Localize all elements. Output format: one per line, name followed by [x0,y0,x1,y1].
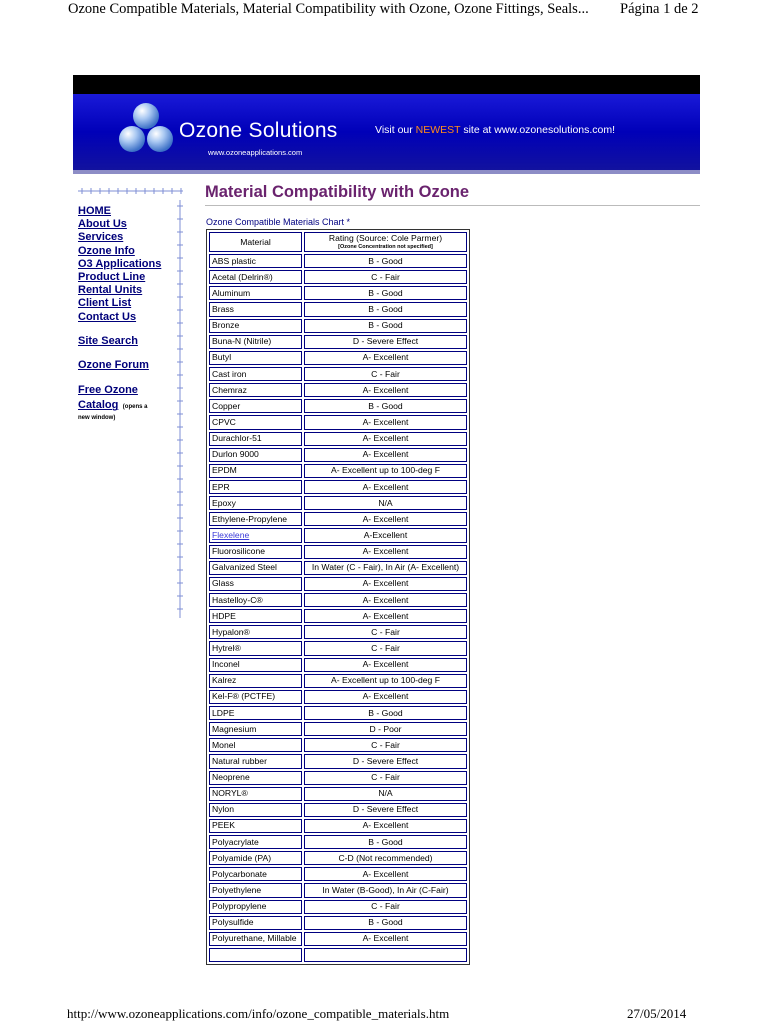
table-row [209,803,467,817]
catalog-note-line2: new window) [78,414,116,421]
material-cell: Polyacrylate [209,835,302,849]
table-row [209,835,467,849]
material-cell: EPDM [209,464,302,478]
rating-cell: B - Good [304,399,467,413]
flexelene-link[interactable]: Flexelene [212,529,250,540]
newest-label: NEWEST [415,124,461,136]
material-cell: Galvanized Steel [209,561,302,575]
material-cell: Hytrel® [209,641,302,655]
table-row [209,464,467,478]
rating-cell: A- Excellent [304,432,467,446]
table-row-partial [209,948,467,962]
visit-prefix: Visit our [375,124,416,136]
table-row [209,545,467,559]
materials-table [206,229,470,965]
table-row [209,722,467,736]
nav-rental-units[interactable]: Rental Units [78,284,143,297]
rating-cell: In Water (B-Good), In Air (C-Fair) [304,883,467,897]
rating-cell: C - Fair [304,625,467,639]
material-cell: Bronze [209,319,302,333]
rating-cell: A- Excellent [304,351,467,365]
material-cell: EPR [209,480,302,494]
material-cell: Aluminum [209,286,302,300]
rating-cell: B - Good [304,835,467,849]
table-row [209,254,467,268]
print-header [0,0,768,22]
table-row [209,286,467,300]
material-cell: PEEK [209,819,302,833]
bubbles-logo-icon [116,99,176,161]
table-row [209,512,467,526]
rating-cell: A- Excellent [304,819,467,833]
nav-ozone-forum[interactable]: Ozone Forum [78,359,149,372]
material-cell: Acetal (Delrin®) [209,270,302,284]
material-cell: Epoxy [209,496,302,510]
nav-ruler-decoration [78,186,183,196]
table-row [209,415,467,429]
rating-cell: B - Good [304,916,467,930]
table-row [209,399,467,413]
rating-cell: C - Fair [304,367,467,381]
table-row [209,674,467,688]
table-header-row [209,232,467,252]
table-row [209,302,467,316]
table-row [209,641,467,655]
table-row [209,771,467,785]
logo-url: www.ozoneapplications.com [208,148,303,157]
table-row [209,609,467,623]
rating-cell: A- Excellent [304,512,467,526]
material-cell: Butyl [209,351,302,365]
rating-cell: D - Severe Effect [304,754,467,768]
rating-cell: B - Good [304,254,467,268]
rating-cell: B - Good [304,319,467,333]
rating-cell: B - Good [304,706,467,720]
material-cell: Monel [209,738,302,752]
table-row [209,432,467,446]
rating-cell: A- Excellent [304,609,467,623]
materials-table-body [209,254,467,962]
print-header-page: Página 1 de 2 [620,1,699,17]
material-cell: ABS plastic [209,254,302,268]
table-row [209,561,467,575]
material-cell: Kel-F® (PCTFE) [209,690,302,704]
rating-cell: A- Excellent [304,545,467,559]
material-cell: Durlon 9000 [209,448,302,462]
banner-top-strip [73,75,700,94]
material-cell: LDPE [209,706,302,720]
rating-cell: C - Fair [304,900,467,914]
material-cell: Polypropylene [209,900,302,914]
table-row [209,577,467,591]
visit-site-link[interactable] [375,124,615,136]
material-cell: NORYL® [209,787,302,801]
table-row [209,819,467,833]
material-cell: CPVC [209,415,302,429]
material-cell: Polysulfide [209,916,302,930]
material-cell: Ethylene-Propylene [209,512,302,526]
table-row [209,448,467,462]
rating-cell: D - Severe Effect [304,803,467,817]
nav-product-line[interactable]: Product Line [78,271,146,284]
table-row [209,932,467,946]
rating-cell: N/A [304,787,467,801]
material-cell: Neoprene [209,771,302,785]
nav-o3-applications[interactable]: O3 Applications [78,257,162,270]
partial-cell [209,948,302,962]
material-cell: Glass [209,577,302,591]
material-cell: Natural rubber [209,754,302,768]
material-cell [209,528,302,542]
rating-cell: C-D (Not recommended) [304,851,467,865]
title-divider [205,205,700,206]
table-row [209,738,467,752]
rating-cell: N/A [304,496,467,510]
rating-cell: A- Excellent [304,867,467,881]
table-row [209,754,467,768]
material-cell: Polyethylene [209,883,302,897]
col-rating-header [304,232,467,252]
rating-cell: A- Excellent [304,415,467,429]
table-row [209,270,467,284]
logo-text: Ozone Solutions [179,119,338,142]
rating-cell: A- Excellent [304,448,467,462]
rating-cell: A- Excellent [304,658,467,672]
rating-cell: A- Excellent [304,932,467,946]
partial-cell [304,948,467,962]
rating-cell: In Water (C - Fair), In Air (A- Excellent) [304,561,467,575]
col-rating-title: Rating (Source: Cole Parmer) [328,233,443,243]
material-cell: Polycarbonate [209,867,302,881]
table-row [209,496,467,510]
material-cell: Brass [209,302,302,316]
material-cell: Hypalon® [209,625,302,639]
table-row [209,335,467,349]
table-row [209,883,467,897]
table-row [209,383,467,397]
rating-cell: A- Excellent [304,690,467,704]
nav-ozone-info[interactable]: Ozone Info [78,244,135,257]
left-nav [78,205,178,422]
table-row [209,690,467,704]
table-row [209,593,467,607]
rating-cell: A- Excellent [304,383,467,397]
nav-home[interactable]: HOME [78,205,111,217]
banner-bottom-strip [73,170,700,174]
chart-caption: Ozone Compatible Materials Chart * [206,217,351,227]
rating-cell: B - Good [304,302,467,316]
visit-suffix: site at www.ozonesolutions.com! [460,124,616,136]
nav-site-search[interactable]: Site Search [78,334,138,347]
table-row [209,528,467,542]
table-row [209,867,467,881]
material-cell: Kalrez [209,674,302,688]
rating-cell: C - Fair [304,270,467,284]
rating-cell: A-Excellent [304,528,467,542]
page-title: Material Compatibility with Ozone [205,183,470,201]
table-row [209,916,467,930]
catalog-note-line1: (opens a [122,404,148,411]
table-row [209,319,467,333]
table-row [209,367,467,381]
col-rating-note: [Ozone Concentration not specified] [338,244,433,250]
nav-free-catalog-line1[interactable]: Free Ozone [78,384,138,397]
rating-cell: A- Excellent [304,577,467,591]
print-footer-date: 27/05/2014 [627,1006,687,1021]
material-cell: Polyamide (PA) [209,851,302,865]
print-footer-url: http://www.ozoneapplications.com/info/ozone_compatible_materials.htm [67,1006,450,1021]
table-row [209,706,467,720]
material-cell: Hastelloy-C® [209,593,302,607]
material-cell: Chemraz [209,383,302,397]
rating-cell: A- Excellent up to 100-deg F [304,464,467,478]
table-row [209,658,467,672]
nav-contact-us[interactable]: Contact Us [78,310,137,323]
rating-cell: D - Severe Effect [304,335,467,349]
material-cell: Nylon [209,803,302,817]
table-row [209,787,467,801]
rating-cell: B - Good [304,286,467,300]
table-row [209,351,467,365]
site-banner [73,94,700,170]
rating-cell: D - Poor [304,722,467,736]
material-cell: Magnesium [209,722,302,736]
rating-cell: C - Fair [304,738,467,752]
material-cell: Inconel [209,658,302,672]
print-header-title: Ozone Compatible Materials, Material Compatibility with Ozone, Ozone Fittings, Seals... [68,1,589,17]
nav-client-list[interactable]: Client List [78,297,132,310]
material-cell: Buna-N (Nitrile) [209,335,302,349]
rating-cell: C - Fair [304,641,467,655]
rating-cell: A- Excellent [304,593,467,607]
table-row [209,900,467,914]
nav-services[interactable]: Services [78,231,124,244]
nav-about-us[interactable]: About Us [78,218,127,231]
nav-free-catalog-line2[interactable]: Catalog [78,399,119,412]
table-row [209,851,467,865]
rating-cell: C - Fair [304,771,467,785]
material-cell: Polyurethane, Millable [209,932,302,946]
table-row [209,480,467,494]
col-material-header: Material [209,232,302,252]
material-cell: Copper [209,399,302,413]
rating-cell: A- Excellent [304,480,467,494]
print-footer [0,1004,768,1024]
rating-cell: A- Excellent up to 100-deg F [304,674,467,688]
material-cell: Cast iron [209,367,302,381]
table-row [209,625,467,639]
material-cell: Fluorosilicone [209,545,302,559]
material-cell: Durachlor-51 [209,432,302,446]
material-cell: HDPE [209,609,302,623]
